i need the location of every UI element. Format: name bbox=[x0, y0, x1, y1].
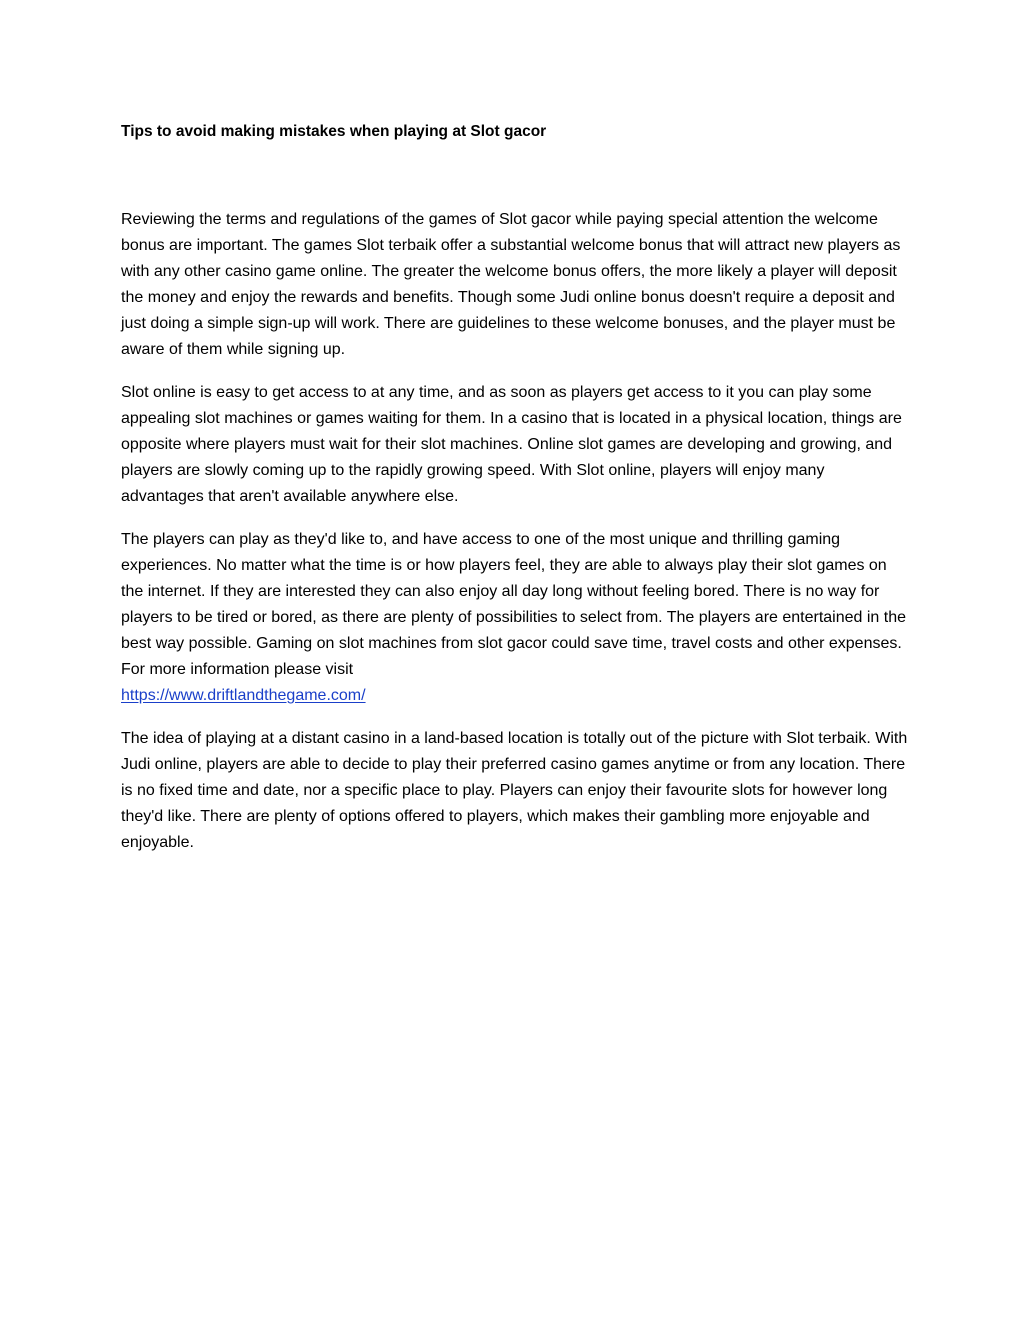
paragraph-gaming-experience bbox=[121, 527, 911, 709]
driftland-link[interactable]: https://www.driftlandthegame.com/ bbox=[121, 687, 366, 704]
document-title: Tips to avoid making mistakes when playing at Slot gacor bbox=[121, 123, 547, 140]
paragraph-land-based-casino: The idea of playing at a distant casino in a land-based location is totally out of the picture with Slot terbaik. With Judi online, players are able to decide to play their preferred casino games anytime or from any location. There is no fixed time and date, nor a specific place to play. Players can enjoy their favourite slots for however long they'd like. There are plenty of options offered to players, which makes their gambling more enjoyable and enjoyable. bbox=[121, 730, 908, 851]
document-content bbox=[121, 121, 911, 873]
paragraph-slot-online-access: Slot online is easy to get access to at any time, and as soon as players get access to it you can play some appealing slot machines or games waiting for them. In a casino that is located in a physical location, things are opposite where players must wait for their slot machines. Online slot games are developing and growing, and players are slowly coming up to the rapidly growing speed. With Slot online, players will enjoy many advantages that aren't available anywhere else. bbox=[121, 384, 902, 505]
paragraph-welcome-bonus: Reviewing the terms and regulations of the games of Slot gacor while paying special attention the welcome bonus are important. The games Slot terbaik offer a substantial welcome bonus that will attract new players as with any other casino game online. The greater the welcome bonus offers, the more likely a player will deposit the money and enjoy the rewards and benefits. Though some Judi online bonus doesn't require a deposit and just doing a simple sign-up will work. There are guidelines to these welcome bonuses, and the player must be aware of them while signing up. bbox=[121, 211, 901, 358]
paragraph-gaming-experience-text: The players can play as they'd like to, and have access to one of the most unique and thrilling gaming experiences. No matter what the time is or how players feel, they are able to always play their slot games on the internet. If they are interested they can also enjoy all day long without feeling bored. There is no way for players to be tired or bored, as there are plenty of possibilities to select from. The players are entertained in the best way possible. Gaming on slot machines from slot gacor could save time, travel costs and other expenses. For more information please visit bbox=[121, 531, 907, 678]
